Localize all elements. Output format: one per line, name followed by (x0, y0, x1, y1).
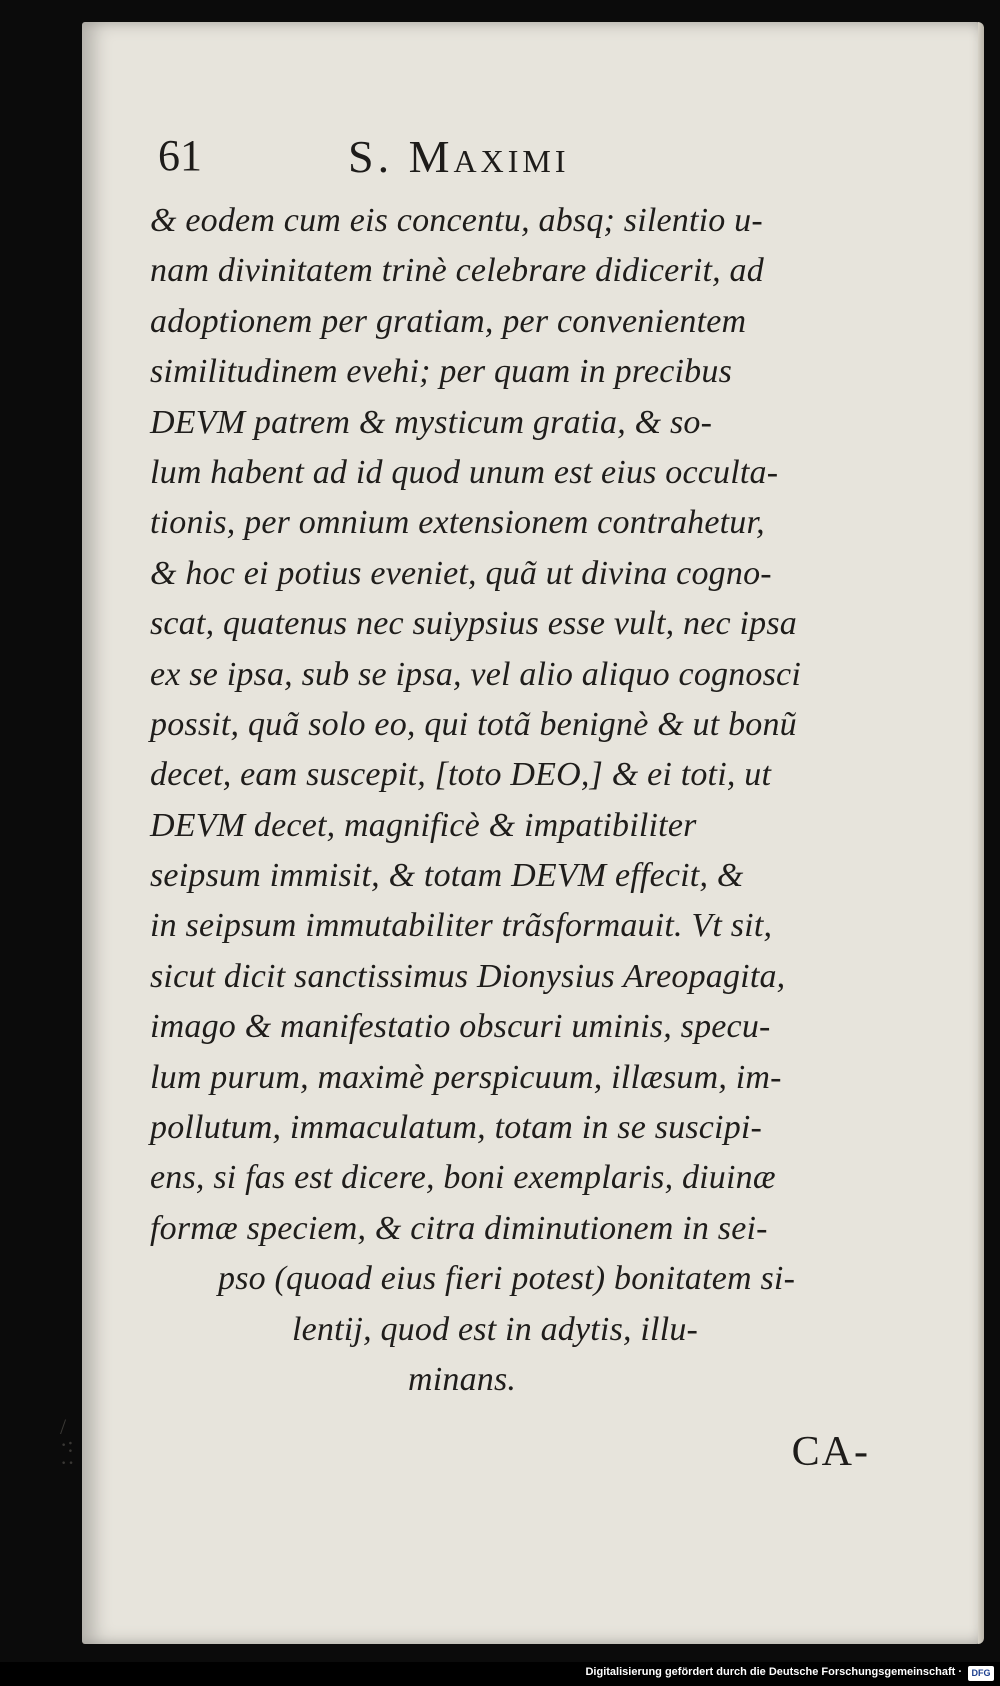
text-line: & hoc ei potius eveniet, quã ut divina cogno- (150, 554, 772, 592)
page-number: 61 (158, 131, 202, 180)
body-text (150, 196, 920, 1405)
text-line: sicut dicit sanctissimus Dionysius Areopagita, (150, 957, 786, 995)
text-line: DEVM decet, magnificè & impatibiliter (150, 806, 697, 844)
text-line: seipsum immisit, & totam DEVM effecit, & (150, 857, 744, 895)
text-line: similitudinem evehi; per quam in precibus (150, 353, 732, 391)
running-title: S. Maximi (348, 131, 570, 182)
page-header (158, 130, 798, 190)
text-line: imago & manifestatio obscuri uminis, specu- (150, 1008, 771, 1046)
funding-notice: Digitalisierung gefördert durch die Deutsche Forschungsgemeinschaft · (585, 1666, 962, 1678)
text-line: & eodem cum eis concentu, absq; silentio u- (150, 202, 763, 239)
text-line: lentij, quod est in adytis, illu- (292, 1310, 699, 1348)
text-line: possit, quã solo eo, qui totã benignè & ut bonũ (150, 705, 797, 743)
text-line: ens, si fas est dicere, boni exemplaris, diuinæ (150, 1159, 776, 1197)
dfg-logo: DFG (968, 1666, 994, 1681)
catchword: CA- (791, 1429, 870, 1475)
page-edge (978, 22, 984, 1644)
text-line: ex se ipsa, sub se ipsa, vel alio aliquo cognosci (150, 655, 801, 693)
text-line: nam divinitatem trinè celebrare didicerit, ad (150, 252, 764, 290)
text-line: pso (quoad eius fieri potest) bonitatem si- (218, 1260, 796, 1298)
text-line: formæ speciem, & citra diminutionem in sei- (150, 1209, 768, 1247)
text-line: tionis, per omnium extensionem contrahetur, (150, 504, 765, 542)
text-line: lum purum, maximè perspicuum, illæsum, im- (150, 1058, 782, 1096)
text-line: minans. (408, 1360, 517, 1398)
text-line: decet, eam suscepit, [toto DEO,] & ei toti, ut (150, 756, 772, 794)
text-line: adoptionem per gratiam, per convenientem (150, 302, 747, 340)
margin-marks: / ·: ·· (60, 1414, 75, 1475)
text-line: DEVM patrem & mysticum gratia, & so- (150, 403, 713, 441)
text-line: in seipsum immutabiliter trãsformauit. Vt sit, (150, 907, 773, 945)
text-line: scat, quatenus nec suiypsius esse vult, nec ipsa (150, 605, 797, 643)
footer-bar (0, 1662, 1000, 1686)
text-line: pollutum, immaculatum, totam in se suscipi- (150, 1109, 763, 1147)
text-line: lum habent ad id quod unum est eius occulta- (150, 453, 779, 491)
